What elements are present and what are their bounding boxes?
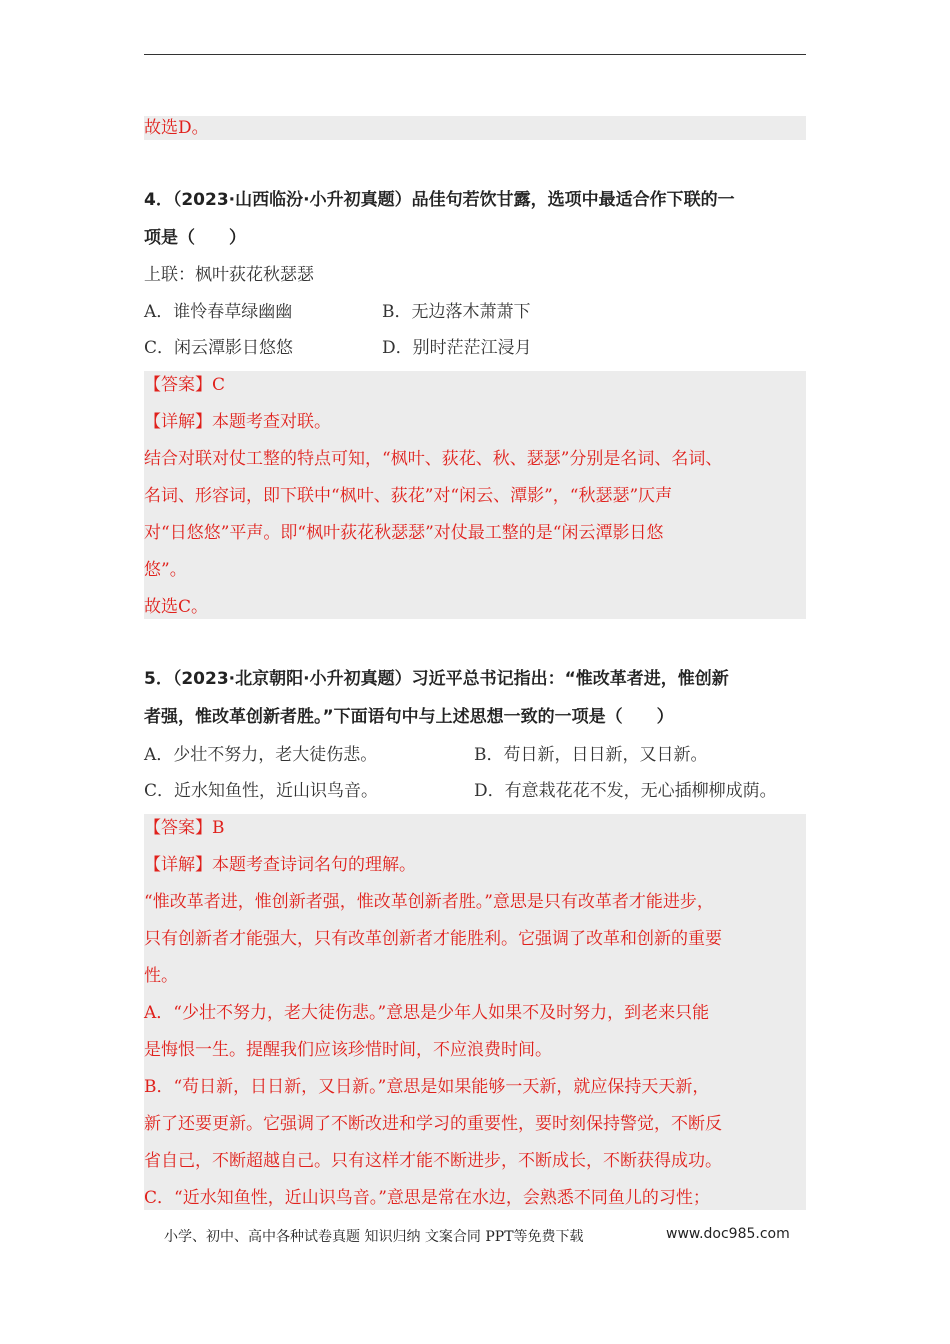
q4-option-a: A．谁怜春草绿幽幽 (144, 302, 293, 322)
q4-conclusion: 故选C。 (144, 597, 209, 617)
q5-number: 5． (144, 669, 173, 689)
q5-explain-7: 新了还要更新。它强调了不断改进和学习的重要性，要时刻保持警觉，不断反 (144, 1114, 722, 1134)
q5-answer-block (144, 814, 806, 1210)
q5-explain-6: B．“苟日新，日日新，又日新。”意思是如果能够一天新，就应保持天天新， (144, 1077, 710, 1097)
q5-option-d: D．有意栽花花不发，无心插柳柳成荫。 (474, 781, 777, 801)
q5-option-a: A．少壮不努力，老大徒伤悲。 (144, 745, 378, 765)
q5-explain-5: 是悔恨一生。提醒我们应该珍惜时间，不应浪费时间。 (144, 1040, 552, 1060)
q4-option-c: C．闲云潭影日悠悠 (144, 338, 294, 358)
q4-stem-line1: 4．（2023·山西临汾·小升初真题）品佳句若饮甘露，选项中最适合作下联的一 (144, 190, 735, 210)
prev-answer-block (144, 116, 806, 140)
q5-explain-8: 省自己，不断超越自己。只有这样才能不断进步，不断成长，不断获得成功。 (144, 1151, 722, 1171)
q4-explain-2: 名词、形容词，即下联中“枫叶、荻花”对“闲云、潭影”，“秋瑟瑟”仄声 (144, 486, 673, 506)
q5-explain-3: 性。 (144, 966, 178, 986)
q5-option-b: B．苟日新，日日新，又日新。 (474, 745, 708, 765)
q4-answer-letter: C (212, 375, 226, 395)
q4-option-d: D．别时茫茫江浸月 (382, 338, 532, 358)
q5-option-c: C．近水知鱼性，近山识鸟音。 (144, 781, 379, 801)
header-rule (144, 54, 806, 55)
q5-detail: 【详解】本题考查诗词名句的理解。 (144, 855, 416, 875)
q4-explain-1: 结合对联对仗工整的特点可知，“枫叶、荻花、秋、瑟瑟”分别是名词、名词、 (144, 449, 723, 469)
footer-text: 小学、初中、高中各种试卷真题 知识归纳 文案合同 PPT等免费下载 (164, 1229, 584, 1245)
q4-stem-line2: 项是（ ） (144, 228, 246, 248)
question-4 (144, 186, 806, 366)
footer-site-link[interactable]: www.doc985.com (666, 1226, 790, 1242)
q5-explain-2: 只有创新者才能强大，只有改革创新者才能胜利。它强调了改革和创新的重要 (144, 929, 722, 949)
q4-option-b: B．无边落木萧萧下 (382, 302, 531, 322)
q5-explain-9: C．“近水知鱼性，近山识鸟音。”意思是常在水边，会熟悉不同鱼儿的习性； (144, 1188, 710, 1208)
q4-explain-3: 对“日悠悠”平声。即“枫叶荻花秋瑟瑟”对仗最工整的是“闲云潭影日悠 (144, 523, 664, 543)
prev-conclusion: 故选D。 (144, 118, 209, 138)
q5-explain-1: “惟改革者进，惟创新者强，惟改革创新者胜。”意思是只有改革者才能进步， (144, 892, 714, 912)
q4-detail: 【详解】本题考查对联。 (144, 412, 331, 432)
q5-answer-letter: B (212, 818, 225, 838)
q4-number: 4． (144, 190, 173, 210)
q5-stem-line1: 5．（2023·北京朝阳·小升初真题）习近平总书记指出：“惟改革者进，惟创新 (144, 669, 729, 689)
question-5 (144, 665, 806, 805)
q5-answer: 【答案】B (144, 818, 225, 838)
q4-explain-4: 悠”。 (144, 560, 187, 580)
q5-explain-4: A．“少壮不努力，老大徒伤悲。”意思是少年人如果不及时努力，到老来只能 (144, 1003, 710, 1023)
q5-stem-line2: 者强，惟改革创新者胜。”下面语句中与上述思想一致的一项是（ ） (144, 707, 674, 727)
q4-shanglian: 上联：枫叶荻花秋瑟瑟 (144, 265, 314, 285)
q4-answer-block (144, 371, 806, 619)
q4-answer: 【答案】C (144, 375, 226, 395)
